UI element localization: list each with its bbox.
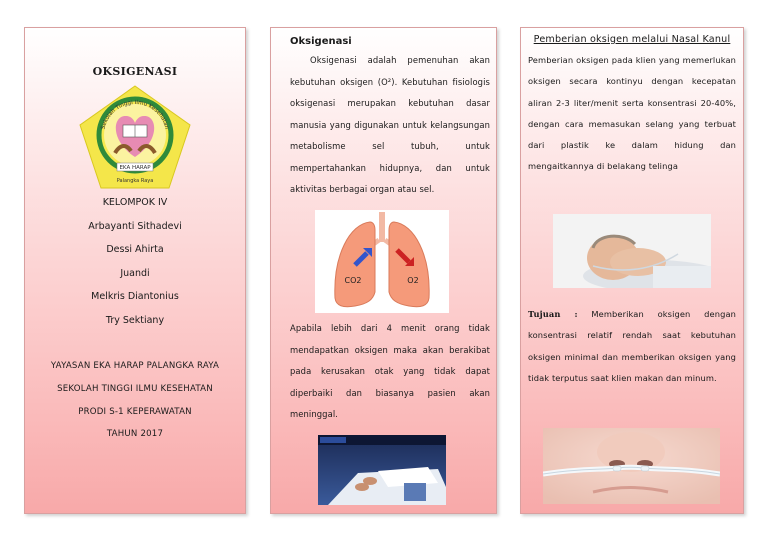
member-name: Arbayanti Sithadevi (88, 221, 182, 232)
group-label: KELOMPOK IV (102, 197, 168, 208)
member-name: Dessi Ahirta (106, 244, 164, 255)
member-name: Melkris Diantonius (91, 291, 179, 302)
cover-title: OKSIGENASI (92, 65, 178, 78)
goal-label: Tujuan : (528, 309, 578, 319)
footer-line: SEKOLAH TINGGI ILMU KESEHATAN (57, 384, 213, 394)
section-heading: Oksigenasi (290, 36, 352, 47)
member-name: Try Sektiany (105, 315, 165, 326)
cover-panel (24, 27, 246, 514)
footer-line: TAHUN 2017 (106, 429, 164, 439)
patient-with-cannula-photo (553, 214, 711, 288)
nasal-cannula-panel (520, 27, 744, 514)
nasal-cannula-closeup-photo (543, 428, 720, 504)
definition-paragraph: Oksigenasi adalah pemenuhan akan kebutuhan oksigen (O²). Kebutuhan fisiologis oksigenasi merupakan kebutuhan dasar manusia yang digunakan untuk kelangsungan metabolisme sel tubuh, untuk mempertahankan hidupnya, dan untuk aktivitas berbagai organ atau sel. (290, 55, 490, 194)
co2-label: CO2 (344, 276, 362, 285)
member-name: Juandi (120, 268, 150, 279)
logo-arc-text: Sekolah Tinggi Ilmu Kesehatan (100, 99, 170, 130)
footer-line: YAYASAN EKA HARAP PALANGKA RAYA (50, 361, 220, 371)
o2-label: O2 (407, 276, 419, 285)
lungs-illustration (315, 210, 449, 313)
warning-paragraph: Apabila lebih dari 4 menit orang tidak mendapatkan oksigen maka akan berakibat pada kerusakan otak yang tidak dapat diperbaiki dan biasanya pasien akan meninggal. (290, 323, 490, 419)
logo-banner-text: EKA HARAP (119, 165, 151, 171)
footer-line: PRODI S-1 KEPERAWATAN (78, 407, 192, 417)
procedure-paragraph: Pemberian oksigen pada klien yang memerlukan oksigen secara kontinyu dengan kecepatan aliran 2-3 liter/menit serta konsentrasi 20-40%, dengan cara memasukan selang yang terbuat dari plastik ke dalam hidung dan mengaitkannya di belakang telinga (528, 55, 736, 172)
logo-city-text: Palangka Raya (116, 178, 154, 184)
goal-text: Memberikan oksigen dengan konsentrasi relatif rendah saat kebutuhan oksigen minimal dan memberikan oksigen yang tidak terputus saat klien makan dan minum. (528, 309, 736, 383)
goal-paragraph (528, 304, 736, 389)
patient-photo (318, 435, 446, 505)
oxygenation-panel (270, 27, 497, 514)
section-heading: Pemberian oksigen melalui Nasal Kanul (533, 34, 731, 45)
school-logo (79, 85, 191, 189)
